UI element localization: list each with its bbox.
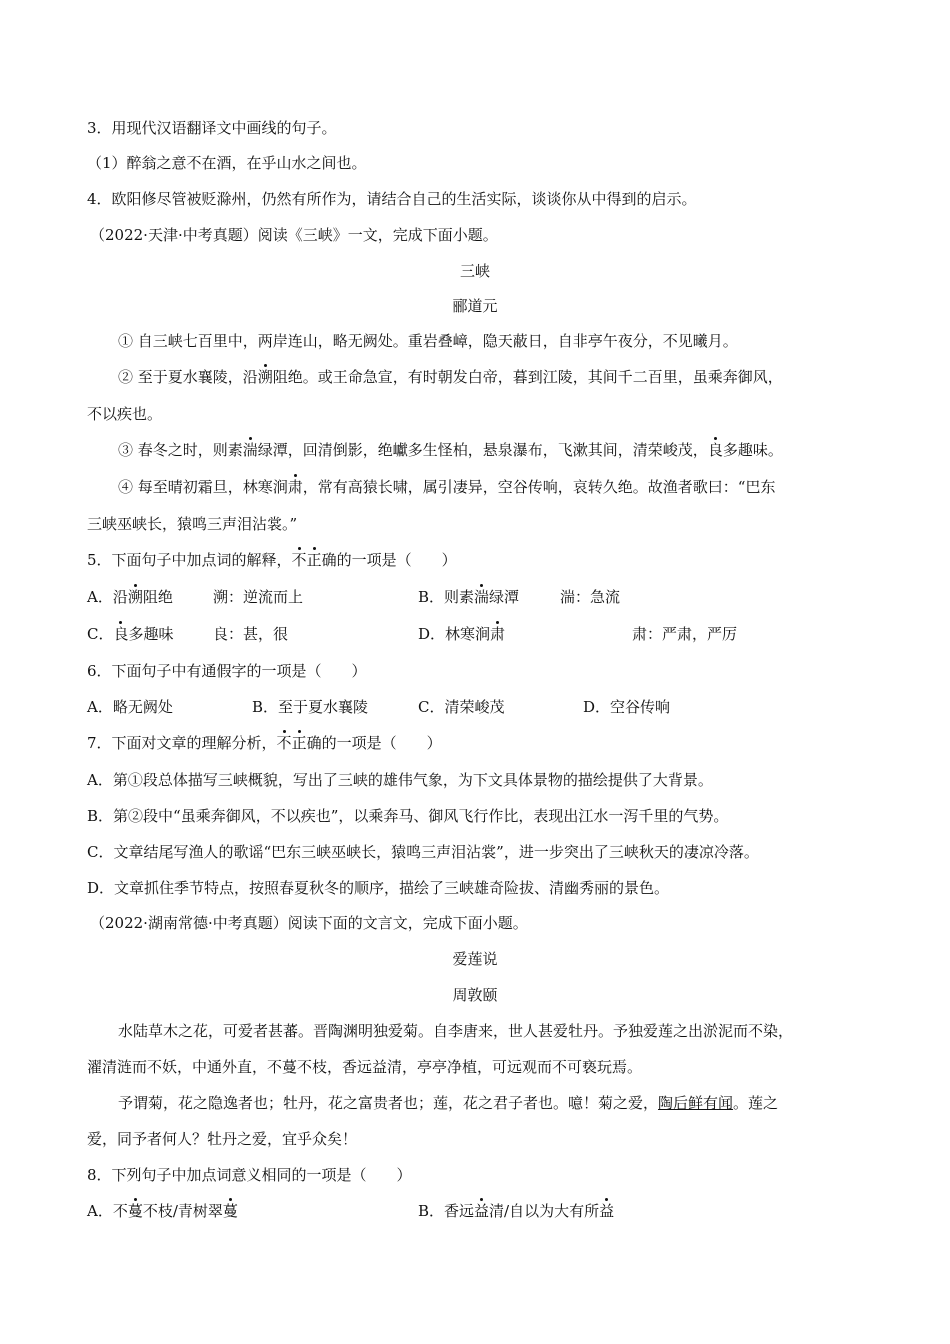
- q6-option-c: C．清荣峻茂: [418, 698, 505, 716]
- sanxia-p2-line1: [118, 367, 783, 387]
- q3-item1: （1）醉翁之意不在酒，在乎山水之间也。: [87, 154, 367, 172]
- text-segment: 阻绝: [142, 588, 173, 606]
- dotted-char: 益: [474, 1202, 490, 1220]
- option-label: A．不: [87, 1202, 128, 1220]
- sanxia-p2-line2: 不以疾也。: [87, 405, 163, 423]
- dotted-char: 肃: [490, 625, 506, 643]
- q5-option-a: [87, 587, 173, 607]
- dotted-char: 肃: [287, 478, 303, 496]
- text-segment: 。莲之: [733, 1094, 779, 1112]
- underlined-sentence: 陶后鲜有闻: [658, 1094, 734, 1112]
- sanxia-p1: ① 自三峡七百里中，两岸连山，略无阙处。重岩叠嶂，隐天蔽日，自非亭午夜分，不见曦月。: [118, 332, 738, 350]
- q5-option-c-explanation: 良：甚，很: [213, 625, 289, 643]
- sanxia-p4-line2: 三峡巫峡长，猿鸣三声泪沾裳。”: [87, 515, 298, 533]
- ailian-p1-line1: 水陆草木之花，可爱者甚蕃。晋陶渊明独爱菊。自李唐来，世人甚爱牡丹。予独爱莲之出淤泥而不染，: [118, 1022, 794, 1040]
- dotted-char: 不: [291, 551, 307, 569]
- option-label: C．: [87, 625, 114, 643]
- option-label: B．则素: [418, 588, 475, 606]
- ailian-p2-line2: 爱，同予者何人？牡丹之爱，宜乎众矣！: [87, 1130, 358, 1148]
- text-segment: 清/自以为大有所: [489, 1202, 600, 1220]
- text-segment: ② 至于夏水襄陵，沿: [118, 368, 258, 386]
- q7-stem: [87, 733, 442, 753]
- q5-option-a-explanation: 溯：逆流而上: [213, 588, 304, 606]
- q3-stem: 3．用现代汉语翻译文中画线的句子。: [87, 119, 337, 137]
- q8-stem: 8．下列句子中加点词意义相同的一项是（ ）: [87, 1166, 412, 1184]
- q7-option-d: D．文章抓住季节特点，按照春夏秋冬的顺序，描绘了三峡雄奇险拔、清幽秀丽的景色。: [87, 879, 670, 897]
- option-label: D．林寒涧: [418, 625, 491, 643]
- sanxia-author: 郦道元: [452, 297, 498, 315]
- dotted-char: 正: [306, 551, 322, 569]
- q5-stem: [87, 550, 457, 570]
- dotted-char: 正: [291, 734, 307, 752]
- q5-option-b: [418, 587, 519, 607]
- q6-option-a: A．略无阙处: [87, 698, 173, 716]
- q6-stem: 6．下面句子中有通假字的一项是（ ）: [87, 662, 367, 680]
- q5-option-d-explanation: 肃：严肃，严厉: [632, 625, 738, 643]
- text-segment: 确的一项是（ ）: [321, 551, 457, 569]
- q5-option-b-explanation: 湍：急流: [560, 588, 621, 606]
- text-segment: 7．下面对文章的理解分析，: [87, 734, 277, 752]
- dotted-char: 益: [599, 1202, 615, 1220]
- text-segment: 予谓菊，花之隐逸者也；牡丹，花之富贵者也；莲，花之君子者也。噫！菊之爱，: [118, 1094, 659, 1112]
- q8-option-b: [418, 1201, 614, 1221]
- text-segment: 多趣味: [128, 625, 174, 643]
- q5-option-d: [418, 624, 505, 644]
- dotted-char: 良: [707, 441, 723, 459]
- dotted-char: 良: [113, 625, 129, 643]
- text-segment: 确的一项是（ ）: [306, 734, 442, 752]
- q4-stem: 4．欧阳修尽管被贬滁州，仍然有所作为，请结合自己的生活实际，谈谈你从中得到的启示。: [87, 190, 697, 208]
- q5-option-c: [87, 624, 174, 644]
- ailian-p2-line1: [118, 1093, 778, 1113]
- q7-option-c: C．文章结尾写渔人的歌谣“巴东三峡巫峡长，猿鸣三声泪沾裳”，进一步突出了三峡秋天的凄凉冷落。: [87, 843, 759, 861]
- dotted-char: 溯: [257, 368, 273, 386]
- text-segment: ，常有高猿长啸，属引凄异，空谷传响，哀转久绝。故渔者歌曰：“巴东: [302, 478, 776, 496]
- text-segment: 阻绝。或王命急宣，有时朝发白帝，暮到江陵，其间千二百里，虽乘奔御风，: [272, 368, 783, 386]
- dotted-char: 湍: [242, 441, 258, 459]
- option-label: A．沿: [87, 588, 128, 606]
- dotted-char: 不: [276, 734, 292, 752]
- text-segment: 5．下面句子中加点词的解释，: [87, 551, 292, 569]
- sanxia-p4-line1: [118, 477, 775, 497]
- q6-option-b: B．至于夏水襄陵: [252, 698, 369, 716]
- text-segment: 绿潭: [489, 588, 520, 606]
- q8-option-a: [87, 1201, 238, 1221]
- text-segment: 不枝/青树翠: [142, 1202, 223, 1220]
- q7-option-a: A．第①段总体描写三峡概貌，写出了三峡的雄伟气象，为下文具体景物的描绘提供了大背景。: [87, 771, 713, 789]
- text-segment: ③ 春冬之时，则素: [118, 441, 243, 459]
- sanxia-title: 三峡: [459, 262, 490, 280]
- dotted-char: 湍: [474, 588, 490, 606]
- ailian-title: 爱莲说: [452, 950, 498, 968]
- dotted-char: 溯: [127, 588, 143, 606]
- sanxia-p3: [118, 440, 783, 460]
- ailian-author: 周敦颐: [452, 986, 498, 1004]
- dotted-char: 蔓: [222, 1202, 238, 1220]
- intro-tianjin: （2022·天津·中考真题）阅读《三峡》一文，完成下面小题。: [90, 226, 498, 244]
- q7-option-b: B．第②段中“虽乘奔御风，不以疾也”，以乘奔马、御风飞行作比，表现出江水一泻千里的气势。: [87, 807, 729, 825]
- q6-option-d: D．空谷传响: [583, 698, 671, 716]
- option-label: B．香远: [418, 1202, 475, 1220]
- dotted-char: 蔓: [127, 1202, 143, 1220]
- ailian-p1-line2: 濯清涟而不妖，中通外直，不蔓不枝，香远益清，亭亭净植，可远观而不可亵玩焉。: [87, 1058, 643, 1076]
- intro-changde: （2022·湖南常德·中考真题）阅读下面的文言文，完成下面小题。: [90, 914, 528, 932]
- text-segment: 多趣味。: [722, 441, 783, 459]
- text-segment: 绿潭，回清倒影，绝巘多生怪柏，悬泉瀑布，飞漱其间，清荣峻茂，: [257, 441, 708, 459]
- text-segment: ④ 每至晴初霜旦，林寒涧: [118, 478, 288, 496]
